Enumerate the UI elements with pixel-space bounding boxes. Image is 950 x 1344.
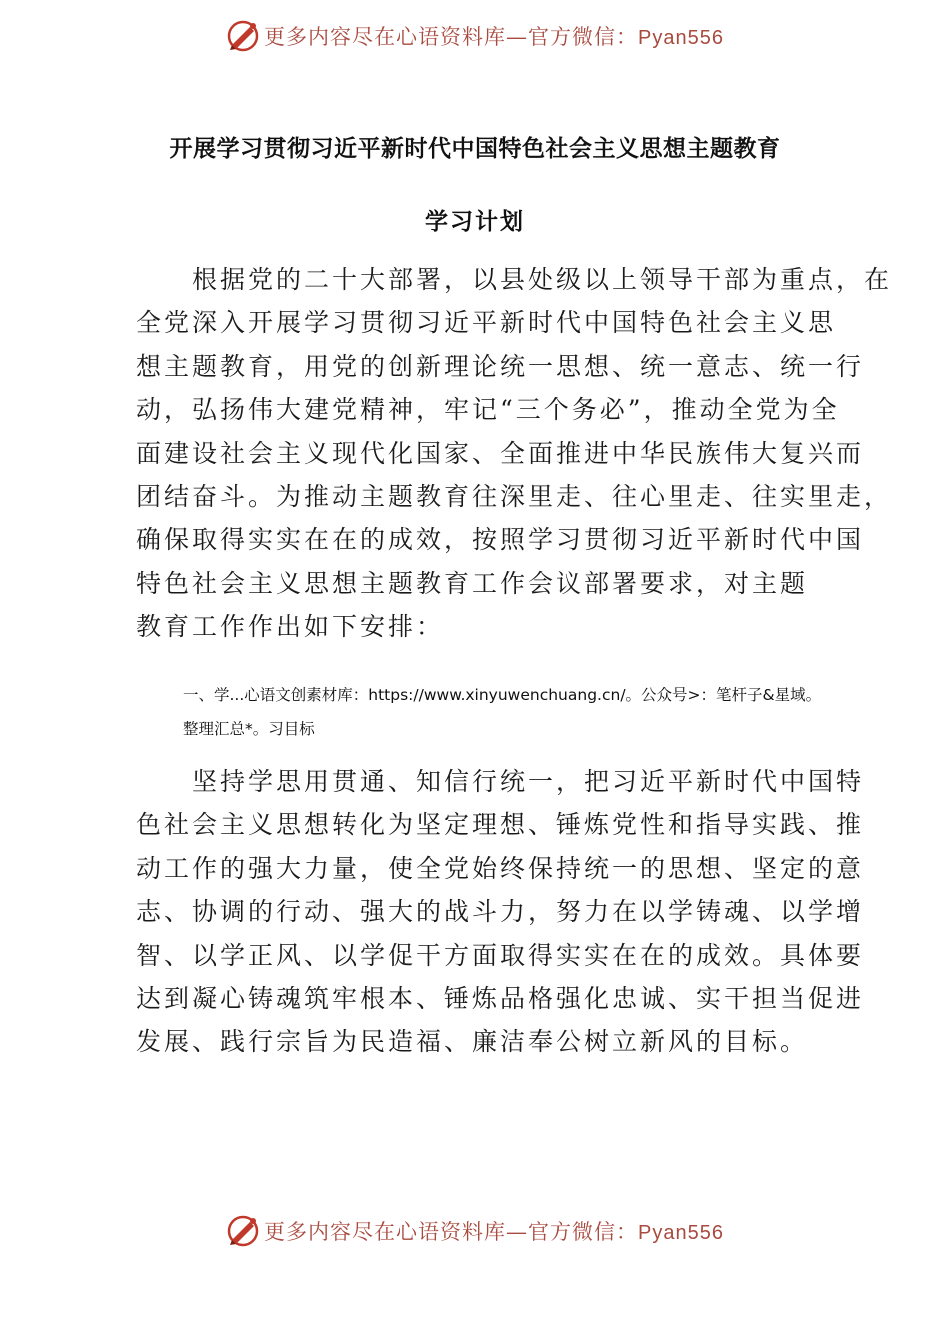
- watermark-text: 更多内容尽在心语资料库—官方微信：Pyan556: [264, 1220, 724, 1244]
- paragraph-line: 想主题教育，用党的创新理论统一思想、统一意志、统一行: [136, 351, 865, 381]
- paragraph-line: 坚持学思用贯通、知信行统一，把习近平新时代中国特: [136, 767, 865, 796]
- wechat-id: Pyan556: [638, 1222, 724, 1244]
- section-heading-learning-goals: [183, 678, 843, 746]
- wechat-id: Pyan556: [638, 27, 724, 49]
- paragraph-line: 志、协调的行动、强大的战斗力，努力在以学铸魂、以学增: [136, 897, 865, 927]
- paragraph-line: 全党深入开展学习贯彻习近平新时代中国特色社会主义思: [136, 308, 837, 338]
- intro-paragraph: [136, 258, 893, 649]
- paragraph-line: 智、以学正风、以学促干方面取得实实在在的成效。具体要: [136, 940, 865, 970]
- document-title-line-2: 学习计划: [425, 209, 525, 235]
- section-heading-line: 一、学...心语文创素材库：https://www.xinyuwenchuang.cn/。公众号>：笔杆子&星域。: [183, 686, 822, 704]
- paragraph-line: 发展、践行宗旨为民造福、廉洁奉公树立新风的目标。: [136, 1027, 809, 1057]
- paragraph-line: 特色社会主义思想主题教育工作会议部署要求，对主题: [136, 568, 809, 598]
- goals-paragraph: [136, 760, 865, 1064]
- paragraph-line: 教育工作作出如下安排：: [136, 612, 445, 642]
- watermark-text: 更多内容尽在心语资料库—官方微信：Pyan556: [264, 25, 724, 49]
- header-watermark: [0, 16, 950, 56]
- section-heading-line: 整理汇总*。习目标: [183, 720, 315, 738]
- paragraph-line: 根据党的二十大部署，以县处级以上领导干部为重点，在: [136, 265, 893, 294]
- paragraph-line: 达到凝心铸魂筑牢根本、锤炼品格强化忠诚、实干担当促进: [136, 984, 865, 1014]
- paragraph-line: 色社会主义思想转化为坚定理想、锤炼党性和指导实践、推: [136, 810, 865, 840]
- pen-in-circle-logo-icon: [226, 1214, 260, 1248]
- paragraph-line: 动工作的强大力量，使全党始终保持统一的思想、坚定的意: [136, 853, 865, 883]
- document-title-line-1: 开展学习贯彻习近平新时代中国特色社会主义思想主题教育: [169, 136, 781, 162]
- paragraph-line: 确保取得实实在在的成效，按照学习贯彻习近平新时代中国: [136, 525, 865, 555]
- footer-watermark: [0, 1211, 950, 1251]
- paragraph-line: 动，弘扬伟大建党精神，牢记“三个务必”，推动全党为全: [136, 395, 840, 425]
- paragraph-line: 团结奋斗。为推动主题教育往深里走、往心里走、往实里走，: [136, 482, 893, 512]
- paragraph-line: 面建设社会主义现代化国家、全面推进中华民族伟大复兴而: [136, 438, 865, 468]
- pen-in-circle-logo-icon: [226, 19, 260, 53]
